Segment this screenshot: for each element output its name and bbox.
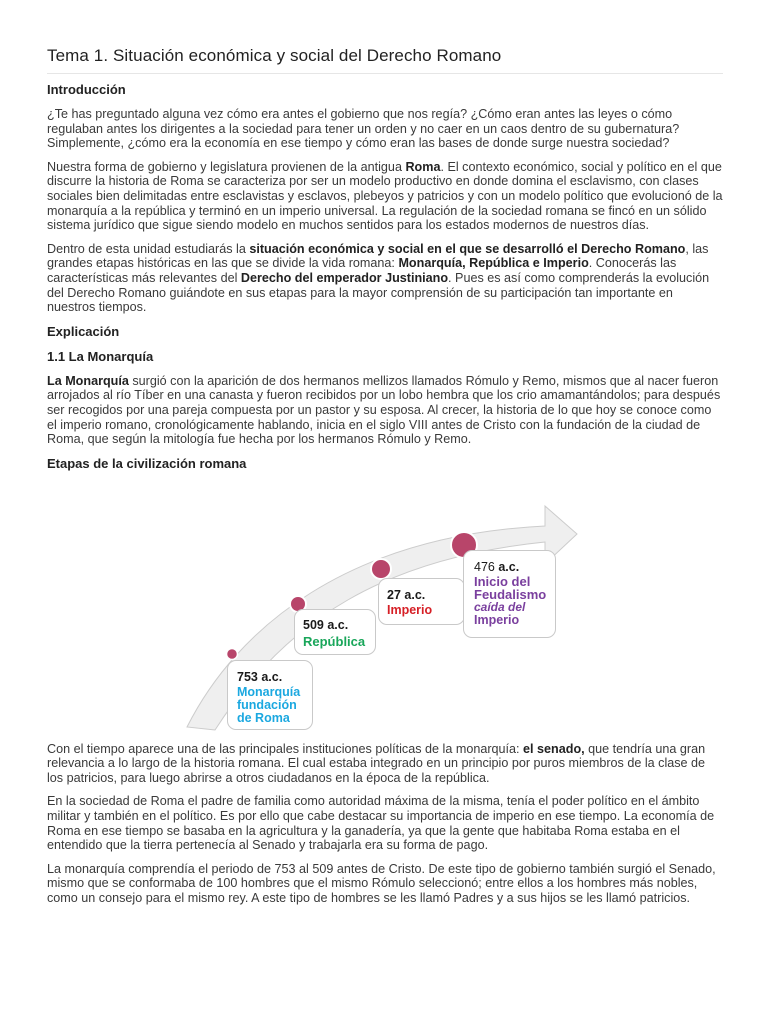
sociedad-paragraph: En la sociedad de Roma el padre de familia como autoridad máxima de la misma, tenía el poder político en el ámbito militar y también en el político. Es por ello que cabe destacar su importancia de imperio en ese tiempo. La economía de Roma en ese tiempo se basaba en la agricultura y la ganadería, ya que la gente que habitaba Roma estaba en el entendido que la tierra pertenecía al Senado y trabajarla era su forma de pago. (47, 794, 715, 853)
explicacion-heading: Explicación (47, 323, 120, 339)
stage-card-imperio: 27 a.c. Imperio (378, 578, 465, 625)
stage-card-monarquia: 753 a.c. Monarquía fundación de Roma (227, 660, 313, 730)
intro-paragraph-2: Nuestra forma de gobierno y legislatura provienen de la antigua Roma. El contexto económico, social y político en el que discurre la historia de Roma se caracteriza por ser un modelo productivo en donde domina el esclavismo, con clases sociales bien delimitadas entre esclavistas y esclavos, plebeyos y patricios y con un modelo político que evolucionó de la monarquía a la república y terminó en un imperio universal. La regulación de la sociedad romana se fincó en un sólido sistema jurídico que sigue siendo modelo en muchos sentidos para los estados modernos de nuestros días. (47, 159, 723, 233)
timeline-figure (47, 478, 723, 736)
etapas-heading: Etapas de la civilización romana (47, 455, 247, 471)
stage-dot-27 (371, 559, 391, 579)
stage-card-republica: 509 a.c. República (294, 609, 376, 655)
page-title: Tema 1. Situación económica y social del Derecho Romano (47, 46, 502, 65)
stage-card-feudalismo: 476 a.c. Inicio del Feudalismo caída del Imperio (463, 550, 556, 638)
title-divider (47, 73, 723, 74)
senado-paragraph: Con el tiempo aparece una de las principales instituciones políticas de la monarquía: el senado, que tendría una gran relevancia a lo largo de la historia romana. El cual estaba integrado en un principio por puros miembros de la clase de los patricios, para luego abrirse a otros ciudadanos en la época de la república. (47, 741, 706, 785)
intro-paragraph-1: ¿Te has preguntado alguna vez cómo era antes el gobierno que nos regía? ¿Cómo eran antes las leyes o cómo regulaban antes los dirigentes a la sociedad para tener un orden y no caer en un caos dentro de su gubernatura? Simplemente, ¿cómo era la economía en ese tiempo y cómo eran las bases de donde surge nuestra sociedad? (47, 107, 680, 151)
monarquia-paragraph: La Monarquía surgió con la aparición de dos hermanos mellizos llamados Rómulo y Remo, mismos que al nacer fueron arrojados al río Tíber en una canasta y fueron recibidos por un lobo hembra que los crio amamantándolos; para después ser recogidos por una pareja compuesta por un pastor y su esposa. Al crecer, la historia de lo que hoy se conoce como el imperio romano, cronológicamente hablando, inicia en el siglo VIII antes de Cristo con la fundación de la ciudad de Roma, que según la mitología fue hecha por los hermanos Rómulo y Remo. (47, 373, 721, 447)
monarquia-heading: 1.1 La Monarquía (47, 348, 154, 364)
stage-dot-753 (227, 648, 238, 659)
document-page (47, 40, 723, 915)
intro-heading: Introducción (47, 82, 126, 97)
periodo-paragraph: La monarquía comprendía el periodo de 753 al 509 antes de Cristo. De este tipo de gobierno también surgió el Senado, mismo que se conformaba de 100 hombres que el mismo Rómulo seleccionó; entre ellos a los hombres más nobles, como un consejo para el mismo rey. A este tipo de hombres se les llamó Padres y a sus hijos se les llamó patricios. (47, 861, 716, 906)
intro-paragraph-3: Dentro de esta unidad estudiarás la situación económica y social en el que se desarrolló el Derecho Romano, las grandes etapas históricas en las que se divide la vida romana: Monarquía, República e Imperio. Conocerás las características más relevantes del Derecho del emperador Justiniano. Pues es así como comprenderás la evolución del Derecho Romano guiándote en sus etapas para la mayor comprensión de su participación tan importante en nuestros tiempos. (47, 241, 710, 315)
